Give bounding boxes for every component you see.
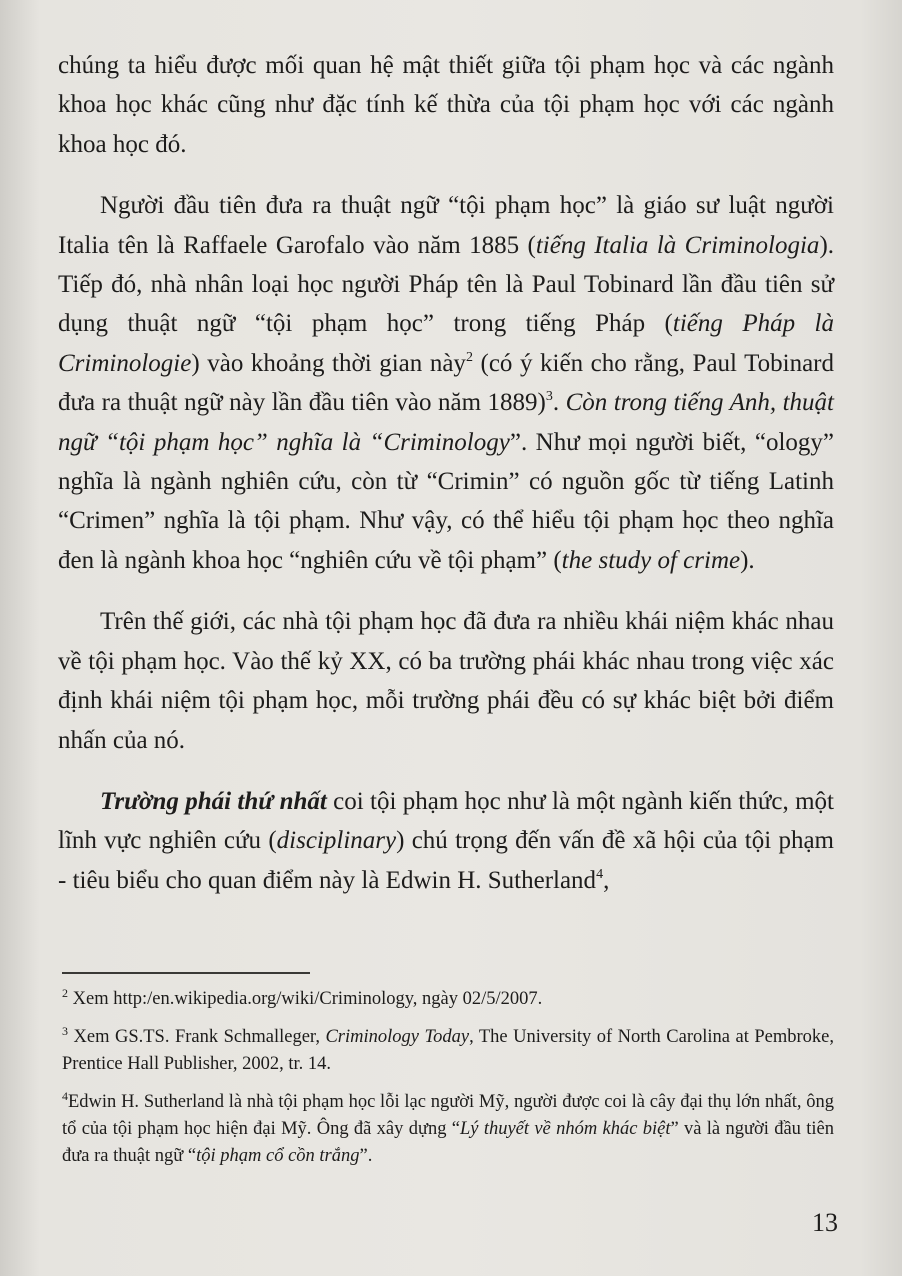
footnote-4-mark: 4 — [62, 1089, 68, 1103]
footnote-ref-3[interactable]: 3 — [545, 389, 553, 405]
p2-italic-english: Còn trong tiếng Anh, thuật ngữ “tội phạm học” nghĩa là “Criminology — [58, 389, 835, 456]
footnote-4-text-e: ”. — [359, 1146, 373, 1166]
footnote-4-text-c: ” và là người đầu tiên đưa ra thuật ngữ “ — [62, 1119, 834, 1166]
p2-text-k: ). — [740, 546, 755, 574]
p2-text-a: Người đầu tiên đưa ra thuật ngữ “tội phạm học” là giáo sư luật người Italia tên là Raffaele Garofalo vào năm 1885 ( — [58, 192, 834, 259]
footnote-3-text-c: , The University of North Carolina at Pembroke, Prentice Hall Publisher, 2002, tr. 14. — [62, 1027, 834, 1074]
p2-italic-italian: tiếng Italia là Criminologia — [535, 231, 820, 259]
p2-text-c: ). Tiếp đó, nhà nhân loại học người Pháp tên là Paul Tobinard lần đầu tiên sử dụng thuật ngữ “tội phạm học” trong tiếng Pháp ( — [58, 231, 835, 338]
body-text — [58, 46, 834, 922]
footnote-4 — [62, 1089, 834, 1170]
p2-text-e: ) vào khoảng thời gian này — [191, 349, 466, 377]
p4-text-b: coi tội phạm học như là một ngành kiến thức, một lĩnh vực nghiên cứu ( — [58, 787, 834, 855]
p2-text-g: . — [552, 389, 566, 417]
paragraph-2 — [58, 186, 834, 580]
p2-text-i: ”. Như mọi người biết, “ology” nghĩa là ngành nghiên cứu, còn từ “Crimin” có nguồn gốc từ tiếng Latinh “Crimen” nghĩa là tội phạm. Như vậy, có thể hiểu tội phạm học theo nghĩa đen là ngành khoa học “nghiên cứu về tội phạm” ( — [58, 428, 835, 574]
page-number: 13 — [812, 1208, 838, 1237]
footnote-2-text: Xem http:/en.wikipedia.org/wiki/Criminology, ngày 02/5/2007. — [68, 989, 543, 1009]
footnote-4-text-a: Edwin H. Sutherland là nhà tội phạm học lỗi lạc người Mỹ, người được coi là cây đại thụ lớn nhất, ông tổ của tội phạm học hiện đại Mỹ. Ông đã xây dựng “ — [62, 1092, 834, 1139]
footnotes — [62, 986, 834, 1181]
p2-text-f: (có ý kiến cho rằng, Paul Tobinard đưa ra thuật ngữ này lần đầu tiên vào năm 1889) — [58, 349, 834, 417]
p2-italic-study: the study of crime — [561, 546, 741, 574]
footnote-4-italic-term: tội phạm cổ cồn trắng — [196, 1146, 360, 1166]
p4-text-d: ) chú trọng đến vấn đề xã hội của tội phạm - tiêu biểu cho quan điểm này là Edwin H. Sutherland — [58, 827, 834, 894]
paragraph-3-text: Trên thế giới, các nhà tội phạm học đã đưa ra nhiều khái niệm khác nhau về tội phạm học. Vào thế kỷ XX, có ba trường phái khác nhau trong việc xác định khái niệm tội phạm học, mỗi trường phái đều có sự khác biệt bởi điểm nhấn của nó. — [58, 608, 834, 754]
footnote-3-book-title: Criminology Today — [325, 1027, 470, 1047]
p4-bold-heading: Trường phái thứ nhất — [100, 787, 327, 815]
footnote-ref-2[interactable]: 2 — [465, 349, 473, 365]
paragraph-1 — [58, 46, 834, 164]
footnote-2-mark: 2 — [62, 986, 68, 1000]
footnote-4-italic-theory: Lý thuyết về nhóm khác biệt — [460, 1119, 671, 1139]
paragraph-4 — [58, 782, 834, 900]
footnote-2 — [62, 986, 834, 1013]
footnote-3 — [62, 1024, 834, 1078]
p4-text-e: , — [603, 866, 610, 894]
p4-italic-disciplinary: disciplinary — [276, 827, 397, 855]
footnote-3-text-a: Xem GS.TS. Frank Schmalleger, — [68, 1027, 326, 1047]
paragraph-1-text: chúng ta hiểu được mối quan hệ mật thiết giữa tội phạm học và các ngành khoa học khác cũng như đặc tính kế thừa của tội phạm học với các ngành khoa học đó. — [58, 52, 834, 158]
p2-italic-french: tiếng Pháp là Criminologie — [58, 310, 834, 377]
footnote-ref-4[interactable]: 4 — [596, 866, 604, 882]
footnote-divider — [62, 972, 310, 974]
paragraph-3 — [58, 602, 834, 760]
footnote-3-mark: 3 — [62, 1024, 68, 1038]
